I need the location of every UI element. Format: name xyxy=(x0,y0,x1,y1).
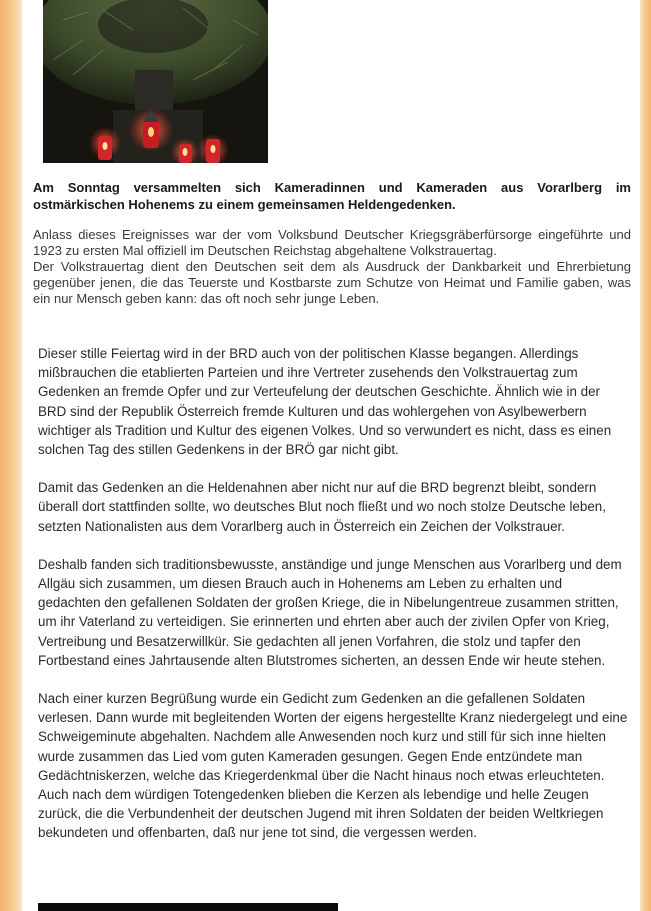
body-paragraph: Dieser stille Feiertag wird in der BRD auch von der politischen Klasse begangen. Allerdings mißbrauchen die etablierten Parteien und ihre Vertreter zusehends den Volkstrauertag zum Gedenken an fremde Opfer und zur Verteufelung der deutschen Geschichte. Ähnlich wie in der BRD sind der Republik Österreich fremde Kulturen und das wohlergehen von Asylbewerbern wichtiger als Tradition und Kultur des eigenen Volkes. Und so verwundert es nicht, dass es einen solchen Tag des stillen Gedenkens in der BRÖ gar nicht gibt. xyxy=(38,346,612,458)
body-paragraph: Nach einer kurzen Begrüßung wurde ein Gedicht zum Gedenken an die gefallenen Soldaten verlesen. Dann wurde mit begleitenden Worten der eigens hergestellte Kranz niedergelegt und eine Schweigeminute abgehalten. Nachdem alle Anwesenden noch kurz und still für sich inne hielten wurde zusammen das Lied vom guten Kameraden gesungen. Gegen Ende entzündete man Gedächtniskerzen, welche das Kriegerdenkmal über die Nacht hinaus noch etwas erleuchteten. Auch nach dem würdigen Totengedenken blieben die Kerzen als lebendige und helle Zeugen zurück, die die Verbundenheit der deutschen Jugend mit ihren Soldaten der beiden Weltkriegen bekundeten und offenbarten, daß nur jene tot sind, die vergessen werden. xyxy=(38,691,628,841)
memorial-wreath-candles-photo xyxy=(43,0,268,163)
body-paragraph: Damit das Gedenken an die Heldenahnen aber nicht nur auf die BRD begrenzt bleibt, sondern überall dort stattfinden sollte, wo deutsches Blut noch fließt und wo noch stolze Deutsche leben, setzten Nationalisten aus dem Vorarlberg auch in Österreich ein Zeichen der Volkstrauer. xyxy=(38,480,606,534)
right-decorative-border xyxy=(640,0,651,911)
body-paragraph: Deshalb fanden sich traditionsbewusste, anständige und junge Menschen aus Vorarlberg und dem Allgäu sich zusammen, um diesen Brauch auch in Hohenems am Leben zu erhalten und gedachten den gefallenen Soldaten der großen Kriege, die in Nibelungentreue zusammen stritten, um ihr Vaterland zu verteidigen. Sie erinnerten und ehrten aber auch der zivilen Opfer von Krieg, Vertreibung und Besatzerwillkür. Sie gedachten all jenen Vorfahren, die stolz und tapfer den Fortbestand eines Jahrtausende alten Blutstromes sicherten, an dessen Ende wir heute stehen. xyxy=(38,556,622,668)
second-photo xyxy=(38,903,338,911)
left-decorative-border xyxy=(0,0,22,911)
article-headline: Am Sonntag versammelten sich Kameradinnen und Kameraden aus Vorarlberg im ostmärkischen Hohenems zu einem gemeinsamen Heldengedenken. xyxy=(33,180,631,212)
intro-paragraph: Anlass dieses Ereignisses war der vom Volksbund Deutscher Kriegsgräberfürsorge eingeführte und 1923 zu ersten Mal offiziell im Deutschen Reichstag abgehaltene Volkstrauertag. xyxy=(33,227,631,258)
article-content xyxy=(22,0,640,911)
article-intro xyxy=(33,227,631,307)
intro-paragraph: Der Volkstrauertag dient den Deutschen seit dem als Ausdruck der Dankbarkeit und Ehrerbietung gegenüber jenen, die das Teuerste und Kostbarste zum Schutze von Heimat und Familie gaben, was ein nur Mensch geben kann: das oft noch sehr junge Leben. xyxy=(33,259,631,306)
article-body xyxy=(38,344,628,862)
